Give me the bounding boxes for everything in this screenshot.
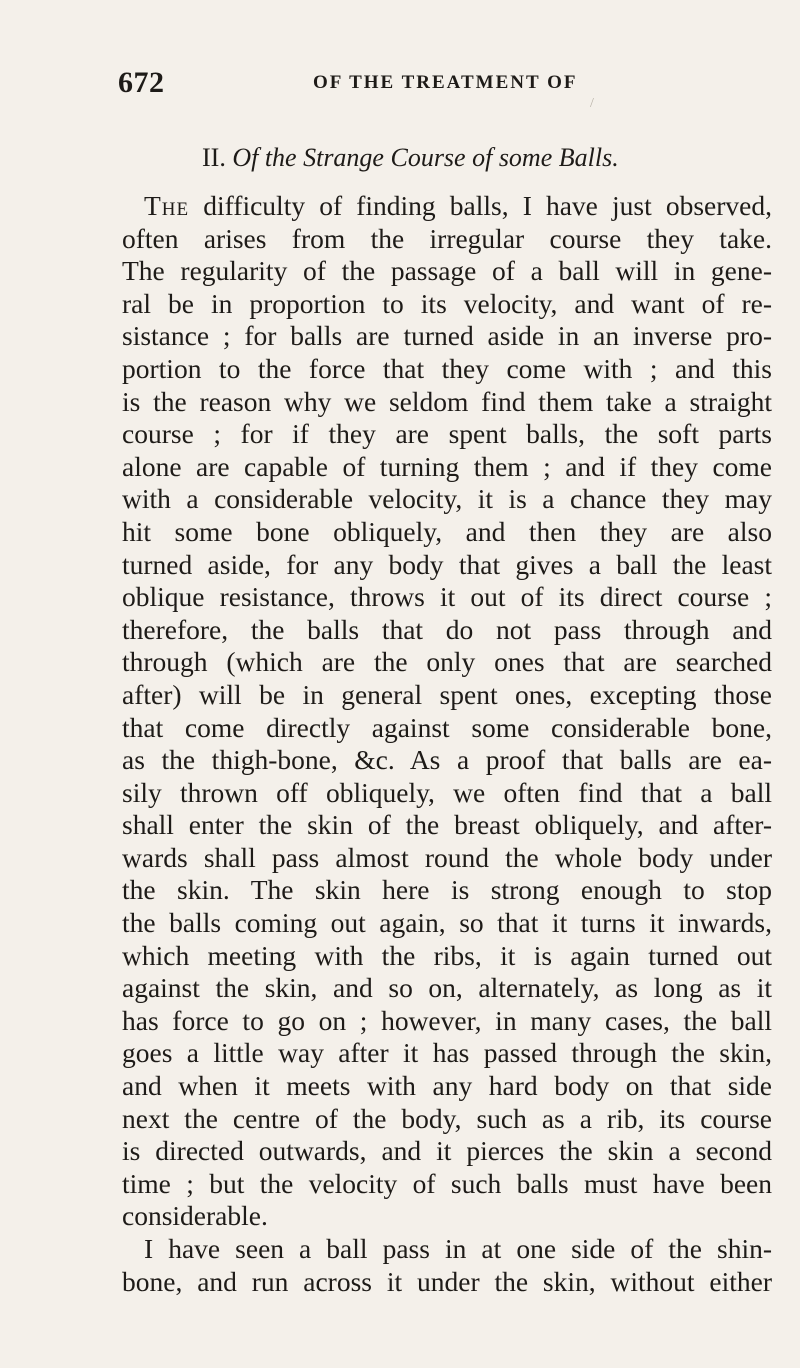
body-text [122,190,772,1298]
text-line: that come directly against some considerable bone, [122,711,772,743]
paper-speck: / [590,96,594,111]
text-line: the balls coming out again, so that it turns it inwards, [122,907,772,939]
text-line: is the reason why we seldom find them take a straight [122,385,772,417]
text-line: which meeting with the ribs, it is again turned out [122,939,772,971]
text-line: the skin. The skin here is strong enough to stop [122,874,772,906]
text-line: portion to the force that they come with ; and this [122,352,772,384]
running-title: OF THE TREATMENT OF [313,72,578,93]
text-line: alone are capable of turning them ; and if they come [122,450,772,482]
text-line: with a considerable velocity, it is a chance they may [122,483,772,515]
page-number: 672 [118,66,165,99]
text-line: sistance ; for balls are turned aside in an inverse pro- [122,320,772,352]
text-line: course ; for if they are spent balls, the soft parts [122,418,772,450]
text-line: I have seen a ball pass in at one side of the shin- [144,1233,772,1264]
drop-word: The [144,190,190,221]
section-title: Of the Strange Course of some Balls. [232,143,619,172]
text-line: has force to go on ; however, in many cases, the ball [122,1004,772,1036]
text-line: time ; but the velocity of such balls must have been [122,1167,772,1199]
text-line: oblique resistance, throws it out of its direct course ; [122,581,772,613]
text-line: after) will be in general spent ones, excepting those [122,678,772,710]
text-line: is directed outwards, and it pierces the skin a second [122,1135,772,1167]
text-line: as the thigh-bone, &c. As a proof that balls are ea- [122,744,772,776]
text-line: bone, and run across it under the skin, without either [122,1265,772,1297]
text-line: hit some bone obliquely, and then they are also [122,515,772,547]
text-line: goes a little way after it has passed through the skin, [122,1037,772,1069]
text-line: turned aside, for any body that gives a ball the least [122,548,772,580]
text-line: against the skin, and so on, alternately, as long as it [122,972,772,1004]
text-line: The regularity of the passage of a ball will in gene- [122,255,772,287]
text-line: through (which are the only ones that are searched [122,646,772,678]
section-heading [202,143,619,173]
text-line: considerable. [122,1200,268,1232]
text-line: next the centre of the body, such as a rib, its course [122,1102,772,1134]
text-line: shall enter the skin of the breast obliquely, and after- [122,809,772,841]
text-line: sily thrown off obliquely, we often find that a ball [122,776,772,808]
section-number: II. [202,143,226,172]
running-head [118,66,738,106]
text-line: wards shall pass almost round the whole body under [122,841,772,873]
text-line: The difficulty of finding balls, I have just observed, [144,190,772,221]
text-line: therefore, the balls that do not pass through and [122,613,772,645]
text-line: often arises from the irregular course they take. [122,222,772,254]
text-line: ral be in proportion to its velocity, and want of re- [122,287,772,319]
text-line: and when it meets with any hard body on that side [122,1070,772,1102]
